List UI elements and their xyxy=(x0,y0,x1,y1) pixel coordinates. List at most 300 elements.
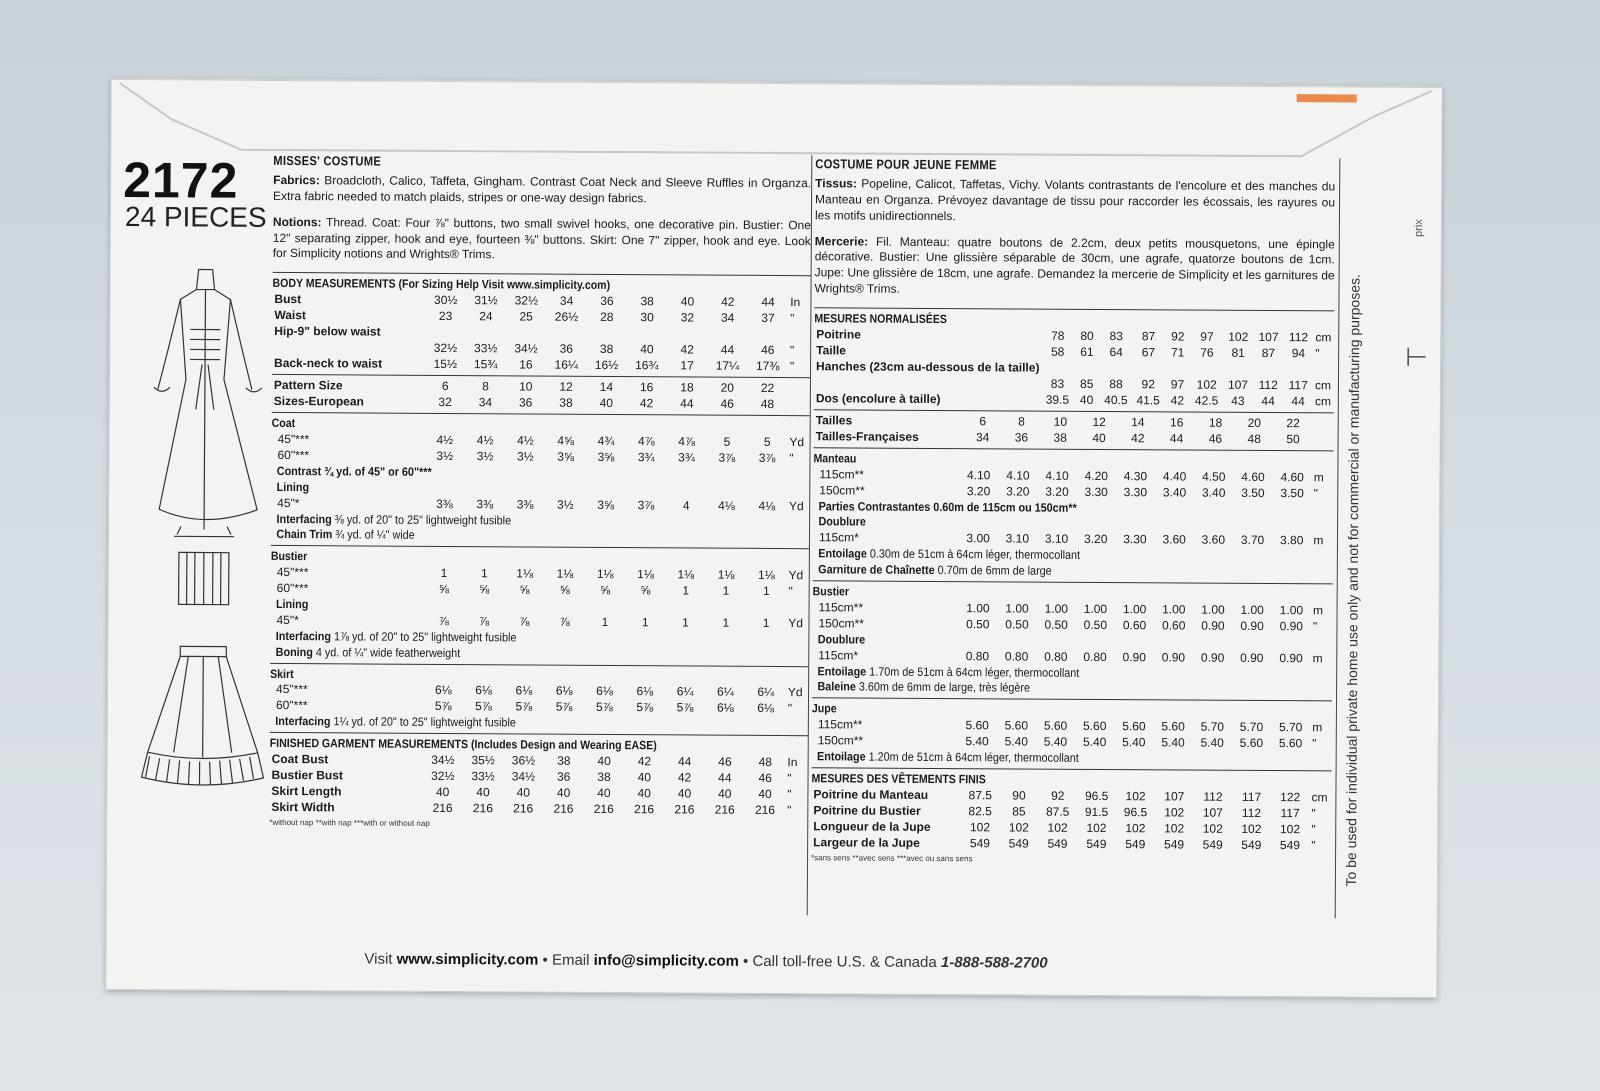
table-cell: 81 xyxy=(1231,345,1245,360)
table-cell: 40 xyxy=(758,787,772,802)
table-cell: 1⅛ xyxy=(717,567,735,582)
orange-tab xyxy=(1297,94,1357,102)
french-coat-chain: Garniture de Chaînette 0.70m de 6mm de large xyxy=(818,562,1052,578)
unit-cell xyxy=(1312,416,1333,432)
table-cell: 14 xyxy=(599,380,614,395)
table-cell: 3.40 xyxy=(1202,485,1226,500)
row-label: Dos (encolure à taille) xyxy=(815,391,941,406)
table-cell: 4.40 xyxy=(1162,469,1187,484)
table-cell: 4.20 xyxy=(1084,468,1108,483)
french-bustier-lining-title: Doublure xyxy=(817,632,866,647)
table-cell: 102 xyxy=(1279,821,1301,837)
table-cell: 40 xyxy=(556,785,571,800)
table-cell: 4.10 xyxy=(966,467,991,483)
table-cell: 37 xyxy=(761,311,775,326)
table-cell: 1.00 xyxy=(1005,601,1029,616)
table-cell: 76 xyxy=(1200,345,1214,360)
table-cell: 6⅛ xyxy=(757,701,774,716)
table-cell: 6⅛ xyxy=(515,683,533,699)
table-cell: 35½ xyxy=(471,753,495,768)
unit-cell: " xyxy=(787,701,793,716)
table-cell: 16¾ xyxy=(635,358,659,373)
row-label: 150cm** xyxy=(817,733,864,748)
row-label: 60"*** xyxy=(275,698,308,713)
unit-cell: " xyxy=(787,803,792,818)
table-cell: 549 xyxy=(1047,836,1068,851)
table-cell: 1⅛ xyxy=(556,566,574,581)
table-cell: 6⅛ xyxy=(555,684,573,699)
unit-cell: " xyxy=(1311,822,1316,837)
table-cell: 122 xyxy=(1280,789,1301,805)
table-cell: 34 xyxy=(559,293,574,308)
table-cell: 6¼ xyxy=(676,684,694,699)
table-cell: 4⅛ xyxy=(758,498,776,513)
table-cell: 34½ xyxy=(431,753,455,768)
table-cell: 4.50 xyxy=(1202,469,1226,484)
table-cell: 3¾ xyxy=(637,450,655,465)
table-cell: 42 xyxy=(680,342,694,357)
table-cell: 40 xyxy=(476,785,490,800)
table-cell: 38 xyxy=(1053,430,1067,445)
table-cell: 44 xyxy=(680,396,694,411)
table-cell: 5⅞ xyxy=(676,700,694,715)
table-cell: 44 xyxy=(718,770,732,785)
table-cell: 5.40 xyxy=(1043,734,1068,749)
table-cell: 0.90 xyxy=(1240,618,1264,633)
row-label: Pattern Size xyxy=(273,378,343,393)
table-cell: 3.60 xyxy=(1201,532,1226,548)
table-cell: 30 xyxy=(640,310,654,325)
table-cell: 87.5 xyxy=(1045,804,1070,819)
row-label: 115cm** xyxy=(818,600,864,615)
table-row xyxy=(814,391,1334,410)
french-bustier: Bustier 115cm** 1.00 1.00 1.00 1.00 1.00 1.00 1.00 1.00 1.00 m 150cm** 0.50 0.50 0.50 0.50 0.60 0.60 0.90 0.90 0.90 " Doublure 115cm* 0.80 0.80 0.80 0.80 0.90 0.90 0.90 0.90 0.90 m Entoilage 1.70m de 51cm à 64cm léger, thermocollant Baleine 3.60m de 6mm de large, très légère xyxy=(812,580,1333,698)
table-cell: 16½ xyxy=(594,358,619,373)
table-cell: 5⅞ xyxy=(475,699,492,714)
french-skirt-table xyxy=(812,717,1332,752)
table-cell xyxy=(1132,361,1164,377)
table-cell: 39.5 xyxy=(1045,392,1070,407)
table-cell: 549 xyxy=(1241,837,1262,852)
unit-cell: " xyxy=(1311,806,1316,821)
table-cell: 1.00 xyxy=(1201,602,1225,617)
french-body-table xyxy=(814,327,1334,410)
english-column xyxy=(269,152,811,832)
table-cell: 102 xyxy=(969,819,991,835)
table-cell: ⅝ xyxy=(559,582,570,597)
table-cell: 42 xyxy=(721,294,735,309)
unit-cell: In xyxy=(790,295,801,310)
table-row xyxy=(269,800,807,819)
table-cell: 97 xyxy=(1170,377,1185,392)
table-cell: 44 xyxy=(1169,431,1184,446)
table-cell: 0.90 xyxy=(1122,649,1146,664)
table-cell: 102 xyxy=(1164,821,1185,836)
table-row xyxy=(814,359,1334,378)
table-cell: 3⅝ xyxy=(557,449,575,464)
table-cell: 549 xyxy=(1164,837,1185,852)
table-cell: 3.80 xyxy=(1280,533,1304,548)
row-label: 60"*** xyxy=(277,447,310,463)
table-cell: 5.60 xyxy=(1083,719,1107,734)
table-cell: 87 xyxy=(1261,345,1276,360)
table-cell: 4.60 xyxy=(1280,469,1304,484)
french-coat-table xyxy=(813,467,1333,502)
table-cell: 549 xyxy=(1125,836,1146,852)
table-cell xyxy=(1191,361,1223,377)
table-cell: 117 xyxy=(1280,805,1300,821)
unit-cell: " xyxy=(1311,838,1316,853)
table-cell: ⅝ xyxy=(479,582,490,597)
unit-cell: cm xyxy=(1315,330,1332,345)
table-cell: 50 xyxy=(1286,431,1300,447)
table-cell: 32½ xyxy=(514,293,539,308)
unit-cell: " xyxy=(789,451,794,466)
table-cell: 3.20 xyxy=(1045,484,1069,499)
table-cell: 1 xyxy=(762,584,770,599)
table-cell: 36½ xyxy=(511,753,536,768)
table-cell: ⅞ xyxy=(479,614,490,629)
table-cell: 80 xyxy=(1080,328,1094,343)
table-cell: 92 xyxy=(1141,377,1155,392)
table-cell: 3⅝ xyxy=(597,497,615,512)
table-cell: 4.60 xyxy=(1241,469,1265,484)
row-label: Tailles-Françaises xyxy=(815,429,919,444)
table-cell: 3¾ xyxy=(678,450,695,465)
table-cell: 36 xyxy=(559,341,574,356)
table-cell xyxy=(466,325,506,341)
table-cell: 85 xyxy=(1080,376,1094,391)
table-cell: 3.00 xyxy=(966,531,990,546)
table-cell: 92 xyxy=(1051,788,1065,803)
table-cell: 3.30 xyxy=(1123,484,1148,499)
table-cell: 44 xyxy=(1291,394,1305,409)
table-cell: 58 xyxy=(1050,344,1065,359)
table-cell: 5.40 xyxy=(1082,735,1107,750)
table-cell: 30½ xyxy=(433,293,458,308)
table-cell: 41.5 xyxy=(1136,393,1160,408)
row-label xyxy=(814,375,1042,392)
table-cell: 32 xyxy=(438,395,452,410)
table-cell: ⅞ xyxy=(519,614,530,629)
table-cell: 5.60 xyxy=(1161,719,1185,734)
table-cell xyxy=(1283,362,1313,378)
table-cell: 44 xyxy=(1261,393,1275,408)
english-bustier-boning: Boning 4 yd. of ¼" wide featherweight xyxy=(275,644,461,660)
table-cell: 6⅛ xyxy=(434,683,452,698)
table-cell: 38 xyxy=(597,770,611,785)
email-link[interactable]: info@simplicity.com xyxy=(593,951,739,970)
table-cell: 1.00 xyxy=(1240,602,1264,617)
english-body-table xyxy=(272,292,810,375)
table-cell: 4½ xyxy=(517,433,534,448)
table-cell: 36 xyxy=(556,769,571,784)
english-bustier-lining-title: Lining xyxy=(275,597,309,612)
table-cell: 83 xyxy=(1109,328,1123,343)
table-cell: 46 xyxy=(718,754,732,769)
table-cell: 15¾ xyxy=(473,357,498,372)
table-cell: 64 xyxy=(1109,344,1123,359)
table-cell: 46 xyxy=(761,343,775,358)
table-cell: 0.90 xyxy=(1200,650,1225,665)
table-cell: 4⅞ xyxy=(678,434,696,449)
table-cell: 216 xyxy=(634,802,655,817)
table-cell xyxy=(1074,361,1100,377)
table-cell: 36 xyxy=(600,294,614,309)
table-cell: 24 xyxy=(479,309,493,324)
table-cell xyxy=(1100,361,1132,377)
table-cell: 3.40 xyxy=(1162,485,1187,500)
table-cell: 102 xyxy=(1008,820,1029,835)
french-skirt-interfacing: Entoilage 1.20m de 51cm à 64cm léger, thermocollant xyxy=(817,749,1079,765)
table-cell: ⅝ xyxy=(438,582,450,597)
table-cell: 1.00 xyxy=(1162,602,1186,617)
unit-cell xyxy=(1312,432,1333,448)
table-cell: ⅝ xyxy=(519,582,530,597)
table-cell: 3½ xyxy=(516,449,534,464)
unit-cell: " xyxy=(787,771,792,786)
unit-cell: m xyxy=(1313,469,1324,485)
unit-cell: " xyxy=(789,343,795,358)
table-cell: 40 xyxy=(435,785,450,800)
table-row xyxy=(272,356,810,375)
table-cell: 216 xyxy=(472,801,493,816)
row-label: 45"* xyxy=(276,612,299,628)
table-cell: 107 xyxy=(1202,805,1223,820)
table-cell: 3.30 xyxy=(1123,532,1147,547)
table-cell: 1.00 xyxy=(1044,601,1068,616)
english-notions: Notions: Thread. Coat: Four ⅞" buttons, two small swivel hooks, one decorative pin. Bustier: One 12" separating zipper, hook and eye, fourteen ⅜" buttons. Skirt: One 7" zipper, hook and eye. Look for Simplicity notions and Wrights® Trims. xyxy=(272,214,811,262)
english-sizes xyxy=(272,374,810,413)
table-cell: 40 xyxy=(597,754,611,769)
table-cell: 12 xyxy=(559,379,573,394)
unit-cell: " xyxy=(789,359,795,374)
table-cell: 23 xyxy=(438,309,453,324)
table-cell: 216 xyxy=(432,801,453,816)
table-cell: 216 xyxy=(553,801,574,816)
table-cell: 97 xyxy=(1200,329,1214,344)
row-label: 115cm** xyxy=(819,466,864,482)
pattern-envelope xyxy=(105,78,1443,998)
table-cell: 44 xyxy=(720,342,735,357)
table-cell: 6⅛ xyxy=(596,684,613,699)
table-cell: 36 xyxy=(518,395,533,410)
row-label: Sizes-European xyxy=(273,394,364,409)
table-cell: 3½ xyxy=(436,448,454,464)
table-cell: 5⅞ xyxy=(555,700,573,715)
table-cell: 5 xyxy=(763,434,771,450)
table-cell: 10 xyxy=(1053,414,1068,429)
table-cell: 36 xyxy=(1014,430,1029,445)
unit-cell: " xyxy=(1315,346,1320,361)
table-cell xyxy=(425,325,465,341)
table-cell xyxy=(1253,362,1283,378)
unit-cell: Yd xyxy=(788,568,804,583)
table-cell: 92 xyxy=(1171,329,1185,344)
table-cell: 34 xyxy=(478,395,493,410)
table-cell: 0.90 xyxy=(1161,650,1186,665)
table-cell: 33½ xyxy=(471,769,495,784)
table-cell: 4 xyxy=(682,498,690,513)
table-cell: 5.60 xyxy=(1239,735,1264,751)
table-cell: 0.90 xyxy=(1279,650,1303,665)
table-cell: 42 xyxy=(639,396,654,411)
unit-cell xyxy=(788,397,810,413)
table-cell: ⅞ xyxy=(438,613,449,629)
table-cell: 26½ xyxy=(554,309,579,325)
unit-cell: " xyxy=(1312,736,1317,751)
row-label: Skirt Width xyxy=(271,800,335,815)
table-cell: 34 xyxy=(720,310,735,325)
table-cell: 90 xyxy=(1012,788,1026,803)
table-cell: 87.5 xyxy=(968,787,992,803)
table-cell: 107 xyxy=(1227,377,1249,392)
table-cell: 87 xyxy=(1141,329,1156,344)
table-cell: 216 xyxy=(754,803,776,818)
table-cell: 549 xyxy=(1279,837,1300,853)
table-cell: 4.10 xyxy=(1006,468,1030,483)
french-bustier-interfacing: Entoilage 1.70m de 51cm à 64cm léger, thermocollant xyxy=(817,663,1080,680)
table-cell: 5.40 xyxy=(1122,735,1146,750)
table-cell: 0.80 xyxy=(1083,649,1107,664)
table-cell: 5 xyxy=(723,434,731,449)
table-cell xyxy=(1164,361,1190,377)
table-cell: 102 xyxy=(1241,821,1262,836)
table-cell: 96.5 xyxy=(1123,804,1148,820)
table-cell: 96.5 xyxy=(1084,788,1109,803)
row-label: Skirt Length xyxy=(271,784,342,799)
table-cell: 1⅛ xyxy=(677,567,695,582)
table-cell: 42 xyxy=(637,754,652,769)
table-cell: 1⅛ xyxy=(758,568,775,583)
table-cell: 38 xyxy=(599,342,614,357)
table-cell: 88 xyxy=(1109,376,1123,391)
unit-cell: " xyxy=(790,311,795,326)
table-cell: 83 xyxy=(1050,376,1065,391)
table-cell: 44 xyxy=(677,754,692,769)
table-cell: 42 xyxy=(1170,393,1185,408)
english-title: MISSES' COSTUME xyxy=(273,152,382,169)
table-cell: 3.10 xyxy=(1044,531,1069,547)
table-cell: 107 xyxy=(1164,789,1185,804)
table-cell: 85 xyxy=(1012,804,1026,819)
table-cell: 4¾ xyxy=(597,433,615,449)
table-cell: 102 xyxy=(1086,820,1107,835)
website-link[interactable]: www.simplicity.com xyxy=(396,950,539,969)
table-cell: 3.20 xyxy=(1006,484,1030,499)
row-label: 45"*** xyxy=(276,565,309,580)
table-row xyxy=(272,394,810,413)
table-cell: 5.60 xyxy=(1043,718,1068,733)
row-label: Hanches (23cm au-dessous de la taille) xyxy=(816,359,1040,375)
table-cell: 3½ xyxy=(476,449,494,464)
table-cell: 40 xyxy=(597,786,611,801)
table-cell: 5.60 xyxy=(965,718,989,733)
table-cell: 3.70 xyxy=(1240,533,1265,548)
table-cell: 10 xyxy=(519,379,533,394)
table-cell: 17⅜ xyxy=(755,359,780,374)
table-cell: 6⅛ xyxy=(636,684,654,699)
unit-cell: cm xyxy=(1311,790,1328,805)
table-cell: 0.50 xyxy=(1044,617,1068,632)
table-cell: 3½ xyxy=(556,497,574,512)
table-cell: 216 xyxy=(593,802,614,817)
table-cell: 112 xyxy=(1241,805,1262,820)
table-cell: 32 xyxy=(680,310,695,325)
row-label: Poitrine du Manteau xyxy=(813,787,929,802)
unit-cell: cm xyxy=(1314,394,1332,409)
table-cell: 8 xyxy=(482,379,489,394)
table-cell: 1 xyxy=(480,566,488,581)
table-cell: 16 xyxy=(519,357,533,372)
table-cell: 5.40 xyxy=(1004,734,1028,749)
table-cell: 33½ xyxy=(474,341,498,356)
french-bustier-table xyxy=(812,600,1332,635)
table-cell: 38 xyxy=(640,294,654,309)
table-cell: 4⅞ xyxy=(637,434,655,449)
table-cell: 31½ xyxy=(474,293,498,308)
table-cell: 117 xyxy=(1241,789,1262,804)
table-cell: 1 xyxy=(762,615,770,630)
table-cell: 4.30 xyxy=(1123,468,1148,483)
row-label xyxy=(272,340,425,357)
row-label: 45"* xyxy=(277,495,300,510)
table-cell: 102 xyxy=(1228,329,1249,344)
table-cell: 3.60 xyxy=(1162,532,1186,547)
table-cell: 5.40 xyxy=(965,734,989,749)
table-cell: 5.70 xyxy=(1278,720,1303,735)
unit-cell: " xyxy=(1313,485,1319,501)
table-cell: 18 xyxy=(680,380,694,395)
unit-cell xyxy=(1313,362,1334,378)
row-label: Coat Bust xyxy=(271,752,329,767)
table-cell: 94 xyxy=(1291,346,1306,361)
table-cell: 1⅛ xyxy=(637,567,654,582)
table-cell xyxy=(667,326,707,342)
table-cell: 0.90 xyxy=(1240,650,1264,665)
row-label: Largeur de la Jupe xyxy=(813,835,920,850)
unit-cell: Yd xyxy=(788,616,804,631)
table-cell: 0.90 xyxy=(1279,618,1304,634)
table-cell: 48 xyxy=(758,755,773,770)
table-cell: 71 xyxy=(1170,345,1185,360)
table-cell xyxy=(748,327,788,343)
table-cell: 34 xyxy=(975,430,990,445)
table-cell: 0.50 xyxy=(1083,617,1108,632)
row-label: Back-neck to waist xyxy=(274,356,383,371)
table-cell: 1 xyxy=(722,615,730,630)
skirt-sketch xyxy=(137,642,268,788)
unit-cell: Yd xyxy=(787,685,803,700)
table-cell: 3⅞ xyxy=(718,450,736,465)
table-cell: 12 xyxy=(1092,414,1106,429)
table-cell: 5⅞ xyxy=(515,699,533,715)
row-label: 60"*** xyxy=(276,581,309,596)
table-cell: 32½ xyxy=(433,341,458,356)
row-label: 150cm** xyxy=(819,482,865,498)
table-cell xyxy=(1223,362,1253,378)
unit-cell: m xyxy=(1312,650,1323,666)
table-cell: 5⅞ xyxy=(636,700,654,715)
table-cell: 15½ xyxy=(433,357,458,372)
table-cell: 40 xyxy=(1092,430,1106,445)
table-cell xyxy=(546,326,586,342)
unit-cell: Yd xyxy=(789,435,805,450)
table-cell: 112 xyxy=(1288,330,1309,345)
table-cell: 48 xyxy=(1247,431,1261,446)
french-coat-lining-title: Doublure xyxy=(818,514,866,529)
row-label: 45"*** xyxy=(277,431,310,447)
